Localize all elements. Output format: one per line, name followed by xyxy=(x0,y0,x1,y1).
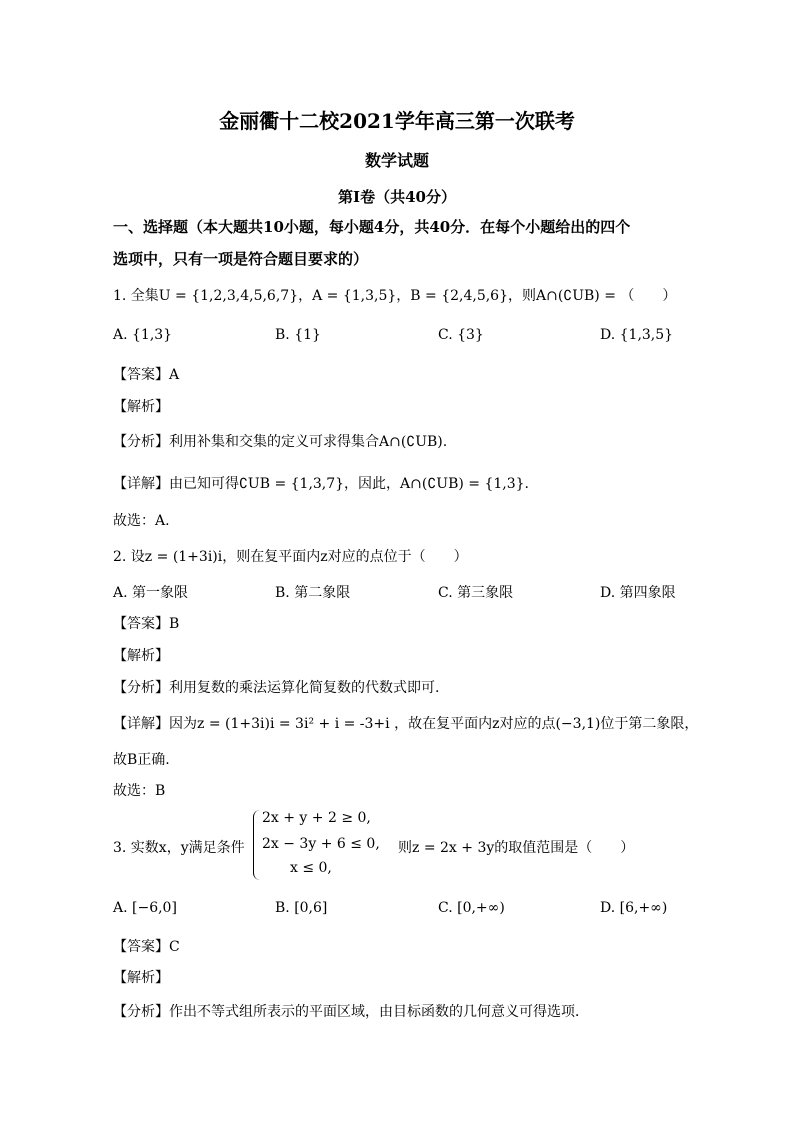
q2-xiangjie: 【详解】因为z = (1+3i)i = 3i² + i = -3+i ，故在复平面内z对应的点(−3,1)位于第二象限， xyxy=(113,716,699,732)
q1-xiangjie: 【详解】由已知可得∁UB = {1,3,7}，因此，A∩(∁UB) = {1,3}. xyxy=(113,476,529,492)
q1-answer: 【答案】A xyxy=(113,367,180,383)
q1-stem: 1. 全集U = {1,2,3,4,5,6,7}，A = {1,3,5}，B = {2,4,5,6}，则A∩(∁UB) = （ ） xyxy=(113,288,677,304)
document-subtitle: 数学试题 xyxy=(364,151,429,170)
q2-option-a: A. 第一象限 xyxy=(113,585,189,601)
q3-stem-suffix: 则z = 2x + 3y的取值范围是（ ） xyxy=(398,840,635,856)
q1-option-d: D. {1,3,5} xyxy=(600,327,674,343)
q3-condition-1: 2x + y + 2 ≥ 0, xyxy=(262,810,371,826)
q3-answer: 【答案】C xyxy=(113,939,180,955)
q3-option-d: D. [6,+∞) xyxy=(600,900,668,916)
q2-fenxi: 【分析】利用复数的乘法运算化简复数的代数式即可. xyxy=(113,680,440,696)
q2-option-b: B. 第二象限 xyxy=(275,585,351,601)
q2-xiangjie-line2: 故B正确. xyxy=(113,752,170,768)
q3-stem-prefix: 3. 实数x，y满足条件 xyxy=(113,840,245,856)
q3-condition-2: 2x − 3y + 6 ≤ 0, xyxy=(262,836,380,852)
q1-option-a: A. {1,3} xyxy=(113,327,173,343)
document-title: 金丽衢十二校2021学年高三第一次联考 xyxy=(219,109,575,133)
q3-option-b: B. [0,6] xyxy=(275,900,328,916)
q3-fenxi: 【分析】作出不等式组所表示的平面区域，由目标函数的几何意义可得选项． xyxy=(113,1004,589,1020)
q1-analysis-label: 【解析】 xyxy=(113,399,169,415)
q3-system-brace xyxy=(253,810,260,880)
q2-answer: 【答案】B xyxy=(113,616,180,632)
q2-conclusion: 故选：B xyxy=(113,783,166,799)
q2-option-c: C. 第三象限 xyxy=(438,585,514,601)
q3-option-a: A. [−6,0] xyxy=(113,900,177,916)
q3-option-c: C. [0,+∞) xyxy=(438,900,505,916)
part-heading: 第I卷（共40分） xyxy=(338,188,456,206)
q1-option-b: B. {1} xyxy=(275,327,321,343)
q2-analysis-label: 【解析】 xyxy=(113,648,169,664)
q3-condition-3: x ≤ 0, xyxy=(290,860,332,876)
section-heading-line2: 选项中，只有一项是符合题目要求的） xyxy=(113,250,369,268)
section-heading-line1: 一、选择题（本大题共10小题，每小题4分，共40分．在每个小题给出的四个 xyxy=(113,218,631,236)
q1-conclusion: 故选：A. xyxy=(113,513,170,529)
q1-option-c: C. {3} xyxy=(438,327,484,343)
q3-analysis-label: 【解析】 xyxy=(113,970,169,986)
q2-option-d: D. 第四象限 xyxy=(600,585,676,601)
q2-stem: 2. 设z = (1+3i)i，则在复平面内z对应的点位于（ ） xyxy=(113,549,468,565)
q1-fenxi: 【分析】利用补集和交集的定义可求得集合A∩(∁UB). xyxy=(113,434,448,450)
